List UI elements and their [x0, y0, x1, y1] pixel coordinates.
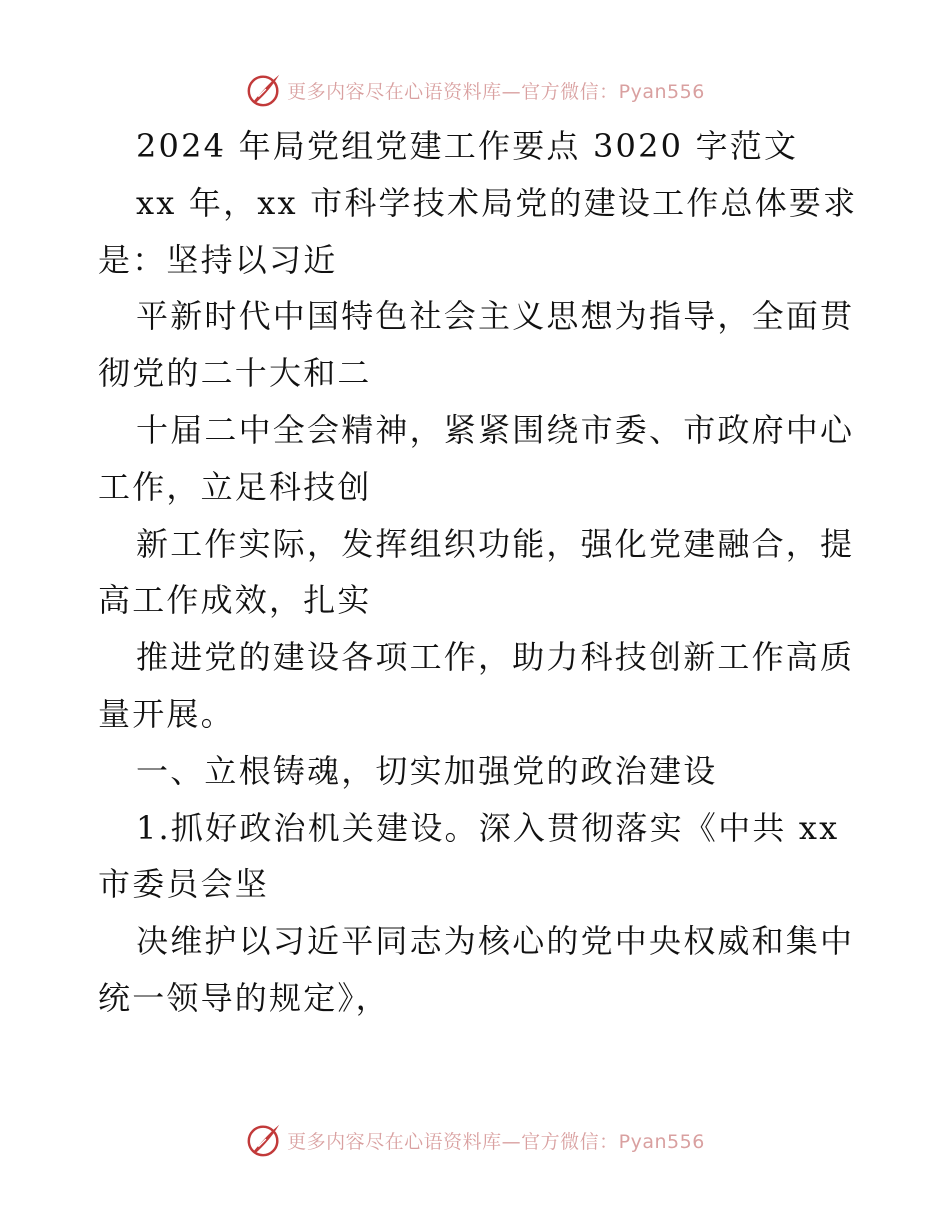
paragraph-line: 决维护以习近平同志为核心的党中央权威和集中 [136, 922, 855, 961]
quill-pen-logo-icon [245, 71, 283, 109]
paragraph-line: 十届二中全会精神，紧紧围绕市委、市政府中心 [136, 410, 855, 449]
paragraph-line: 推进党的建设各项工作，助力科技创新工作高质 [136, 638, 855, 677]
watermark-text: 更多内容尽在心语资料库—官方微信：Pyan556 [287, 1130, 705, 1153]
header-watermark-banner [0, 68, 950, 112]
paragraph-line: 统一领导的规定》， [98, 978, 390, 1017]
paragraph-line: 新工作实际，发挥组织功能，强化党建融合，提 [136, 524, 855, 563]
footer-watermark-banner [0, 1118, 950, 1162]
paragraph-line: 高工作成效，扎实 [98, 581, 372, 620]
paragraph-line: 彻党的二十大和二 [98, 354, 372, 393]
document-title: 2024 年局党组党建工作要点 3020 字范文 [136, 127, 799, 165]
paragraph-line: 是：坚持以习近 [98, 240, 338, 279]
paragraph-line: 量开展。 [98, 694, 235, 733]
watermark-text: 更多内容尽在心语资料库—官方微信：Pyan556 [287, 80, 705, 103]
quill-pen-logo-icon [245, 1121, 283, 1159]
paragraph-line: 市委员会坚 [98, 865, 270, 904]
paragraph-line: 工作，立足科技创 [98, 467, 372, 506]
section-heading: 一、立根铸魂，切实加强党的政治建设 [136, 751, 718, 790]
paragraph-line: xx 年，xx 市科学技术局党的建设工作总体要求 [136, 183, 858, 222]
paragraph-line: 平新时代中国特色社会主义思想为指导，全面贯 [136, 297, 855, 336]
document-body [98, 118, 858, 1027]
paragraph-line: 1.抓好政治机关建设。深入贯彻落实《中共 xx [136, 808, 840, 847]
